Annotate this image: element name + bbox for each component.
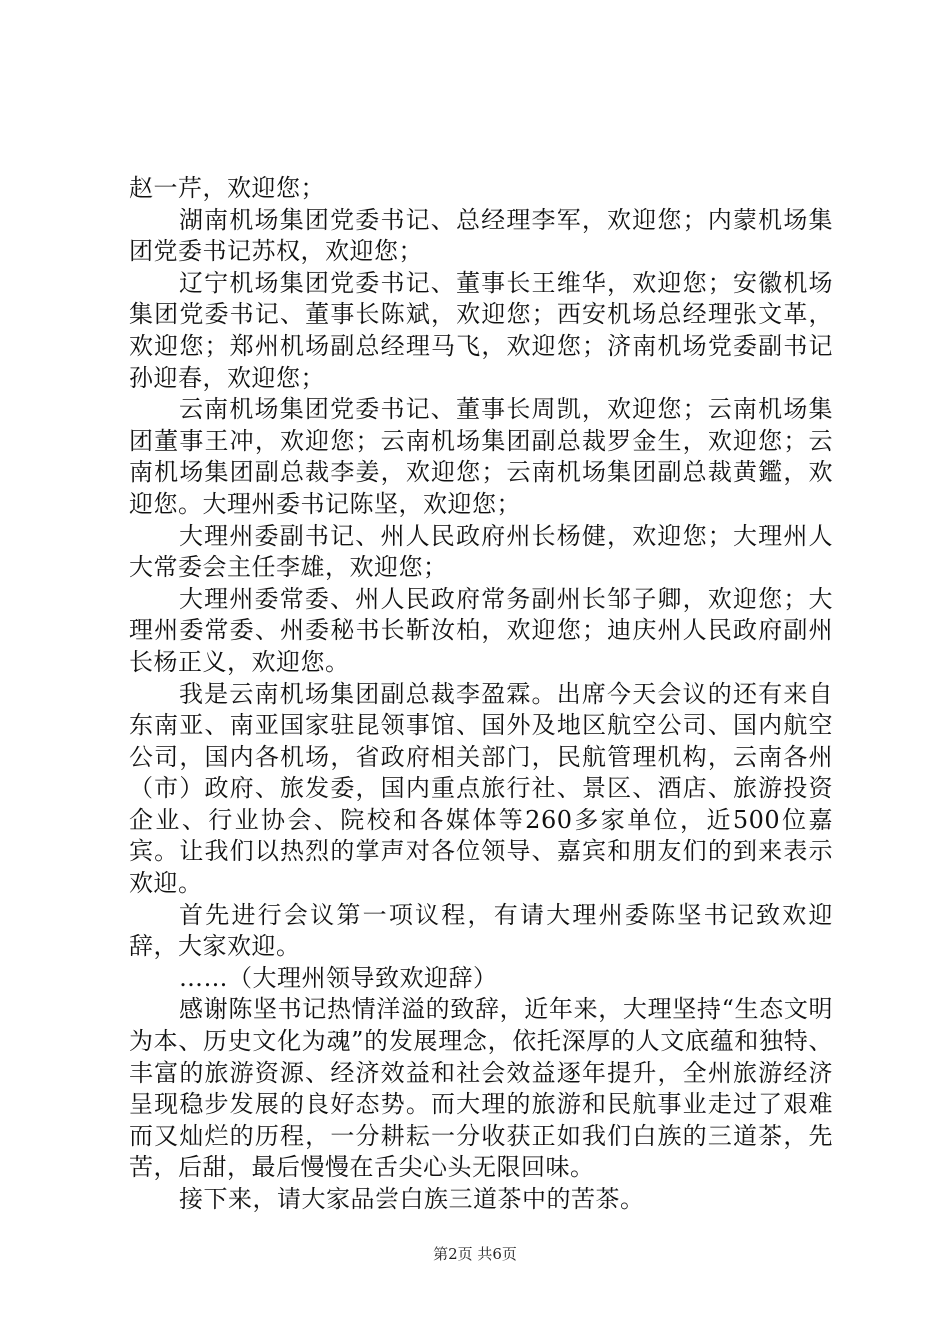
paragraph: 大理州委副书记、州人民政府州长杨健，欢迎您；大理州人大常委会主任李雄，欢迎您； [129,521,833,582]
paragraph: 我是云南机场集团副总裁李盈霖。出席今天会议的还有来自东南亚、南亚国家驻昆领事馆、国外及地区航空公司、国内航空公司，国内各机场，省政府相关部门，民航管理机构，云南各州（市）政府、旅发委，国内重点旅行社、景区、酒店、旅游投资企业、行业协会、院校和各媒体等260多家单位，近500位嘉宾。让我们以热烈的掌声对各位领导、嘉宾和朋友们的到来表示欢迎。 [129,679,833,898]
paragraph: 接下来，请大家品尝白族三道茶中的苦茶。 [179,1185,645,1213]
document-body [129,173,833,1216]
page-footer [0,1243,950,1264]
paragraph: 首先进行会议第一项议程，有请大理州委陈坚书记致欢迎辞，大家欢迎。 [129,900,833,961]
paragraph: 赵一芹，欢迎您； [129,174,325,202]
paragraph: 大理州委常委、州人民政府常务副州长邹子卿，欢迎您；大理州委常委、州委秘书长靳汝柏，欢迎您；迪庆州人民政府副州长杨正义，欢迎您。 [129,584,833,676]
paragraph: 感谢陈坚书记热情洋溢的致辞，近年来，大理坚持“生态文明为本、历史文化为魂”的发展理念，依托深厚的人文底蕴和独特、丰富的旅游资源、经济效益和社会效益逐年提升，全州旅游经济呈现稳步发展的良好态势。而大理的旅游和民航事业走过了艰难而又灿烂的历程，一分耕耘一分收获正如我们白族的三道茶，先苦，后甜，最后慢慢在舌尖心头无限回味。 [129,995,833,1182]
page-number: 第2页 共6页 [433,1245,517,1263]
paragraph: 湖南机场集团党委书记、总经理李军，欢迎您；内蒙机场集团党委书记苏权，欢迎您； [129,205,833,266]
paragraph: 云南机场集团党委书记、董事长周凯，欢迎您；云南机场集团董事王冲，欢迎您；云南机场集团副总裁罗金生，欢迎您；云南机场集团副总裁李姜，欢迎您；云南机场集团副总裁黄鑑，欢迎您。大理州委书记陈坚，欢迎您； [129,395,833,518]
paragraph: 辽宁机场集团党委书记、董事长王维华，欢迎您；安徽机场集团党委书记、董事长陈斌，欢迎您；西安机场总经理张文革，欢迎您；郑州机场副总经理马飞，欢迎您；济南机场党委副书记孙迎春，欢迎您； [129,268,833,392]
paragraph: ……（大理州领导致欢迎辞） [179,963,498,992]
